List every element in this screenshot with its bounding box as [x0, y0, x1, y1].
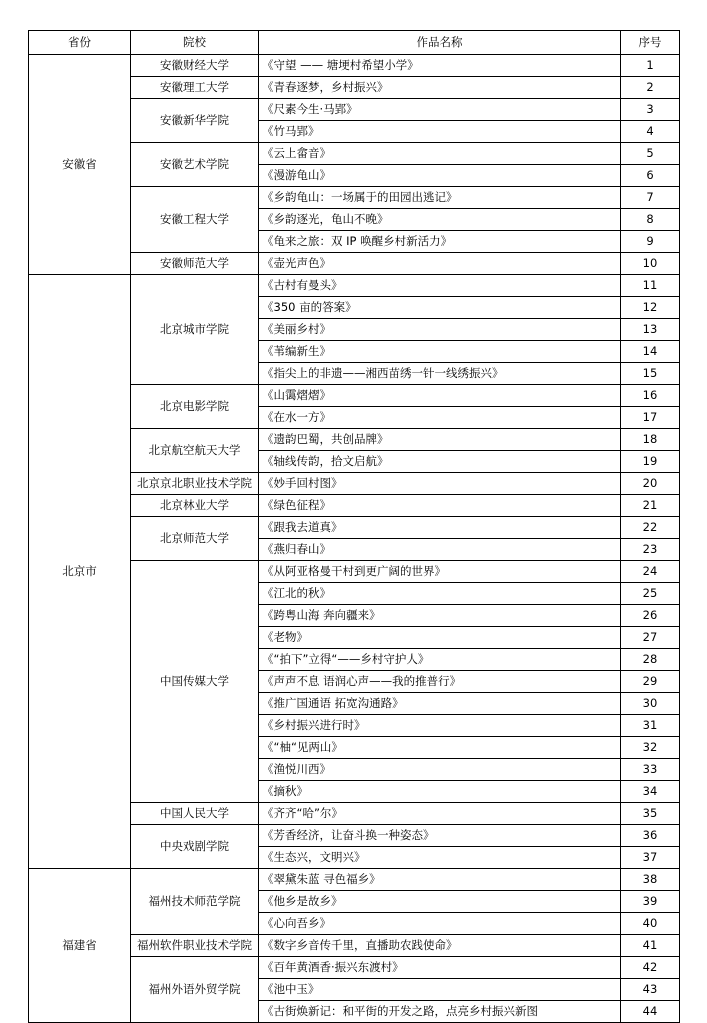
cell-province: 福建省 [29, 869, 131, 1023]
cell-serial-number: 15 [621, 363, 680, 385]
cell-work-title: 《尺素今生·马郢》 [259, 99, 621, 121]
cell-work-title: 《青春逐梦，乡村振兴》 [259, 77, 621, 99]
cell-work-title: 《他乡是故乡》 [259, 891, 621, 913]
cell-work-title: 《摘秋》 [259, 781, 621, 803]
table-row [29, 275, 680, 297]
cell-school: 安徽财经大学 [131, 55, 259, 77]
cell-serial-number: 37 [621, 847, 680, 869]
cell-work-title: 《渔悦川西》 [259, 759, 621, 781]
cell-work-title: 《妙手回村图》 [259, 473, 621, 495]
cell-work-title: 《齐齐“哈”尔》 [259, 803, 621, 825]
cell-school: 北京电影学院 [131, 385, 259, 429]
cell-serial-number: 28 [621, 649, 680, 671]
cell-work-title: 《漫游龟山》 [259, 165, 621, 187]
cell-school: 安徽工程大学 [131, 187, 259, 253]
cell-serial-number: 33 [621, 759, 680, 781]
cell-school: 北京城市学院 [131, 275, 259, 385]
cell-serial-number: 18 [621, 429, 680, 451]
cell-serial-number: 6 [621, 165, 680, 187]
cell-school: 中国传媒大学 [131, 561, 259, 803]
cell-serial-number: 16 [621, 385, 680, 407]
cell-work-title: 《指尖上的非遗——湘西苗绣一针一线绣振兴》 [259, 363, 621, 385]
cell-school: 安徽艺术学院 [131, 143, 259, 187]
cell-work-title: 《心向吾乡》 [259, 913, 621, 935]
cell-serial-number: 40 [621, 913, 680, 935]
cell-work-title: 《数字乡音传千里，直播助农践使命》 [259, 935, 621, 957]
column-header-school: 院校 [131, 31, 259, 55]
cell-school: 北京师范大学 [131, 517, 259, 561]
table-row [29, 55, 680, 77]
cell-work-title: 《江北的秋》 [259, 583, 621, 605]
cell-work-title: 《遗韵巴蜀，共创品牌》 [259, 429, 621, 451]
table-header-row [29, 31, 680, 55]
cell-serial-number: 34 [621, 781, 680, 803]
cell-serial-number: 10 [621, 253, 680, 275]
cell-work-title: 《生态兴，文明兴》 [259, 847, 621, 869]
cell-work-title: 《苇编新生》 [259, 341, 621, 363]
cell-serial-number: 24 [621, 561, 680, 583]
cell-work-title: 《轴线传韵，拾文启航》 [259, 451, 621, 473]
cell-work-title: 《燕归春山》 [259, 539, 621, 561]
cell-school: 安徽理工大学 [131, 77, 259, 99]
cell-serial-number: 17 [621, 407, 680, 429]
cell-serial-number: 43 [621, 979, 680, 1001]
column-header-work: 作品名称 [259, 31, 621, 55]
cell-work-title: 《云上畲音》 [259, 143, 621, 165]
cell-work-title: 《跨粤山海 奔向疆来》 [259, 605, 621, 627]
cell-serial-number: 3 [621, 99, 680, 121]
cell-work-title: 《乡韵龟山：一场属于的田园出逃记》 [259, 187, 621, 209]
cell-school: 福州软件职业技术学院 [131, 935, 259, 957]
cell-work-title: 《古街焕新记：和平街的开发之路，点亮乡村振兴新图 [259, 1001, 621, 1023]
cell-serial-number: 9 [621, 231, 680, 253]
cell-serial-number: 27 [621, 627, 680, 649]
cell-school: 北京京北职业技术学院 [131, 473, 259, 495]
cell-work-title: 《350 亩的答案》 [259, 297, 621, 319]
cell-work-title: 《推广国通语 拓宽沟通路》 [259, 693, 621, 715]
cell-serial-number: 4 [621, 121, 680, 143]
cell-serial-number: 1 [621, 55, 680, 77]
cell-school: 福州技术师范学院 [131, 869, 259, 935]
cell-school: 北京航空航天大学 [131, 429, 259, 473]
cell-work-title: 《守望 —— 塘埂村希望小学》 [259, 55, 621, 77]
cell-serial-number: 5 [621, 143, 680, 165]
cell-work-title: 《老物》 [259, 627, 621, 649]
cell-province: 安徽省 [29, 55, 131, 275]
cell-school: 安徽师范大学 [131, 253, 259, 275]
cell-school: 北京林业大学 [131, 495, 259, 517]
cell-work-title: 《在水一方》 [259, 407, 621, 429]
cell-serial-number: 12 [621, 297, 680, 319]
cell-work-title: 《龟来之旅：双 IP 唤醒乡村新活力》 [259, 231, 621, 253]
cell-work-title: 《百年黄酒香·振兴东渡村》 [259, 957, 621, 979]
cell-serial-number: 42 [621, 957, 680, 979]
table-row [29, 869, 680, 891]
cell-serial-number: 19 [621, 451, 680, 473]
works-listing-table [28, 30, 680, 1023]
cell-serial-number: 35 [621, 803, 680, 825]
cell-serial-number: 21 [621, 495, 680, 517]
cell-serial-number: 31 [621, 715, 680, 737]
cell-serial-number: 13 [621, 319, 680, 341]
cell-work-title: 《跟我去道真》 [259, 517, 621, 539]
cell-serial-number: 11 [621, 275, 680, 297]
cell-work-title: 《从阿亚格曼干村到更广阔的世界》 [259, 561, 621, 583]
cell-serial-number: 26 [621, 605, 680, 627]
cell-serial-number: 32 [621, 737, 680, 759]
cell-work-title: 《“拍下”立得“——乡村守护人》 [259, 649, 621, 671]
cell-work-title: 《芳香经济，让奋斗换一种姿态》 [259, 825, 621, 847]
cell-serial-number: 7 [621, 187, 680, 209]
cell-serial-number: 8 [621, 209, 680, 231]
cell-serial-number: 20 [621, 473, 680, 495]
cell-work-title: 《古村有曼头》 [259, 275, 621, 297]
cell-work-title: 《声声不息 语润心声——我的推普行》 [259, 671, 621, 693]
cell-work-title: 《绿色征程》 [259, 495, 621, 517]
cell-serial-number: 44 [621, 1001, 680, 1023]
cell-work-title: 《壶光声色》 [259, 253, 621, 275]
cell-work-title: 《山霭熠熠》 [259, 385, 621, 407]
cell-serial-number: 23 [621, 539, 680, 561]
cell-school: 安徽新华学院 [131, 99, 259, 143]
cell-school: 中国人民大学 [131, 803, 259, 825]
cell-work-title: 《池中玉》 [259, 979, 621, 1001]
cell-serial-number: 25 [621, 583, 680, 605]
cell-work-title: 《乡村振兴进行时》 [259, 715, 621, 737]
cell-work-title: 《“柚“见两山》 [259, 737, 621, 759]
cell-work-title: 《乡韵逐光，龟山不晚》 [259, 209, 621, 231]
cell-serial-number: 30 [621, 693, 680, 715]
cell-work-title: 《翠黛朱蓝 寻色福乡》 [259, 869, 621, 891]
cell-serial-number: 36 [621, 825, 680, 847]
column-header-province: 省份 [29, 31, 131, 55]
cell-serial-number: 41 [621, 935, 680, 957]
cell-serial-number: 29 [621, 671, 680, 693]
cell-serial-number: 14 [621, 341, 680, 363]
cell-serial-number: 39 [621, 891, 680, 913]
cell-serial-number: 38 [621, 869, 680, 891]
cell-work-title: 《美丽乡村》 [259, 319, 621, 341]
table-header [29, 31, 680, 55]
cell-province: 北京市 [29, 275, 131, 869]
column-header-no: 序号 [621, 31, 680, 55]
cell-serial-number: 2 [621, 77, 680, 99]
cell-school: 中央戏剧学院 [131, 825, 259, 869]
cell-serial-number: 22 [621, 517, 680, 539]
cell-school: 福州外语外贸学院 [131, 957, 259, 1023]
cell-work-title: 《竹马郢》 [259, 121, 621, 143]
table-body [29, 55, 680, 1023]
